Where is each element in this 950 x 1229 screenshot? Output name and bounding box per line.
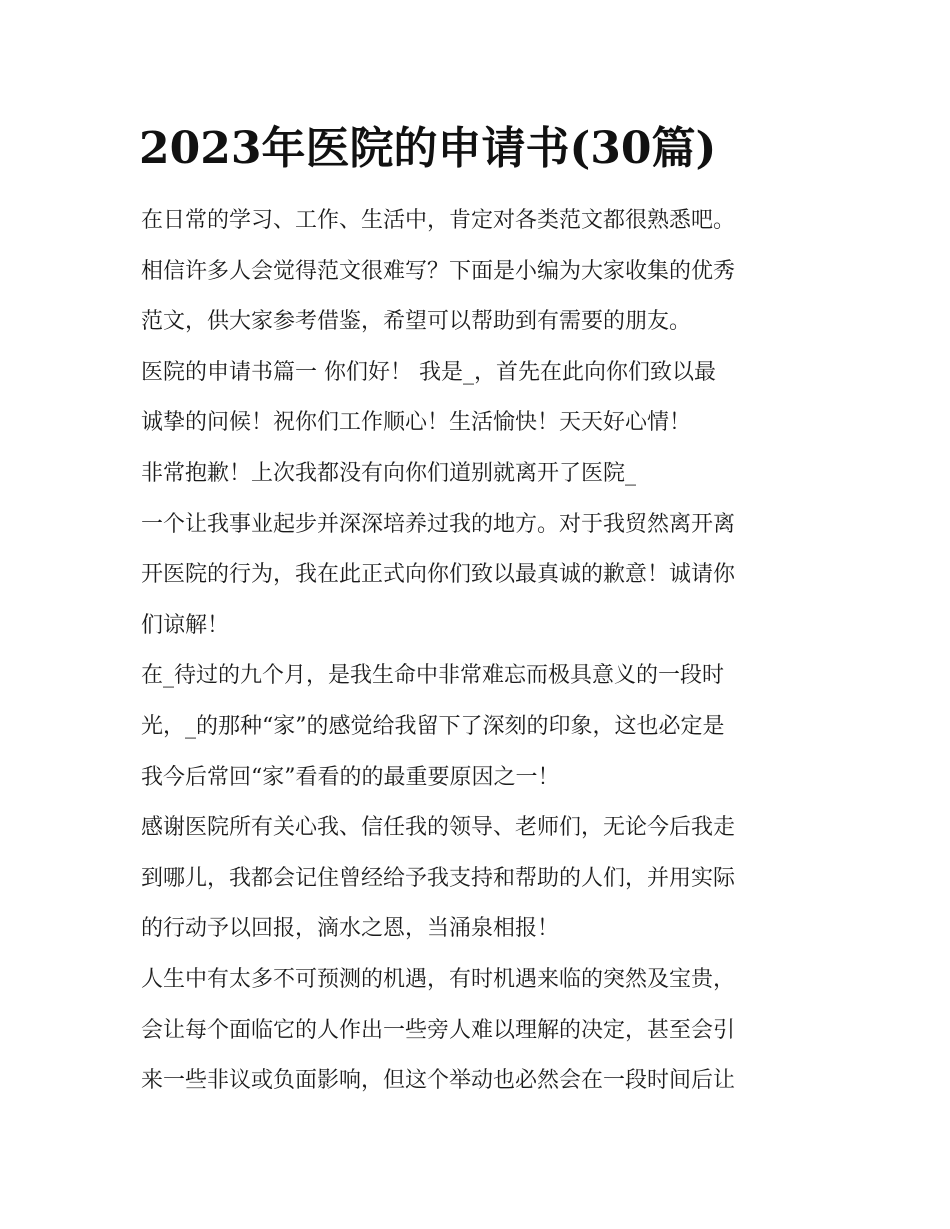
- body-line: 的行动予以回报，滴水之恩，当涌泉相报！: [141, 916, 560, 942]
- body-line: 医院的申请书篇一 你们好！ 我是_，首先在此向你们致以最: [141, 359, 716, 385]
- body-line: 们谅解！: [141, 612, 230, 638]
- body-line: 一个让我事业起步并深深培养过我的地方。对于我贸然离开离: [141, 511, 736, 537]
- body-line: 会让每个面临它的人作出一些旁人难以理解的决定，甚至会引: [141, 1017, 736, 1043]
- body-line: 光，_的那种“家”的感觉给我留下了深刻的印象，这也必定是: [141, 713, 725, 739]
- document-body: [141, 196, 821, 1107]
- body-line: 在_待过的九个月，是我生命中非常难忘而极具意义的一段时: [141, 663, 725, 689]
- body-line: 来一些非议或负面影响，但这个举动也必然会在一段时间后让: [141, 1068, 736, 1094]
- body-line: 范文，供大家参考借鉴，希望可以帮助到有需要的朋友。: [141, 309, 692, 335]
- body-line: 相信许多人会觉得范文很难写？下面是小编为大家收集的优秀: [141, 258, 736, 284]
- body-line: 非常抱歉！上次我都没有向你们道别就离开了医院_: [141, 460, 637, 486]
- body-line: 人生中有太多不可预测的机遇，有时机遇来临的突然及宝贵，: [141, 966, 736, 992]
- body-line: 诚挚的问候！祝你们工作顺心！生活愉快！天天好心情！: [141, 410, 692, 436]
- body-line: 到哪儿，我都会记住曾经给予我支持和帮助的人们，并用实际: [141, 865, 736, 891]
- body-line: 在日常的学习、工作、生活中，肯定对各类范文都很熟悉吧。: [141, 208, 736, 233]
- body-line: 我今后常回“家”看看的的最重要原因之一！: [141, 764, 560, 790]
- body-line: 感谢医院所有关心我、信任我的领导、老师们，无论今后我走: [141, 815, 736, 841]
- document-title: 2023年医院的申请书(30篇): [139, 123, 717, 174]
- body-line: 开医院的行为，我在此正式向你们致以最真诚的歉意！诚请你: [141, 562, 736, 588]
